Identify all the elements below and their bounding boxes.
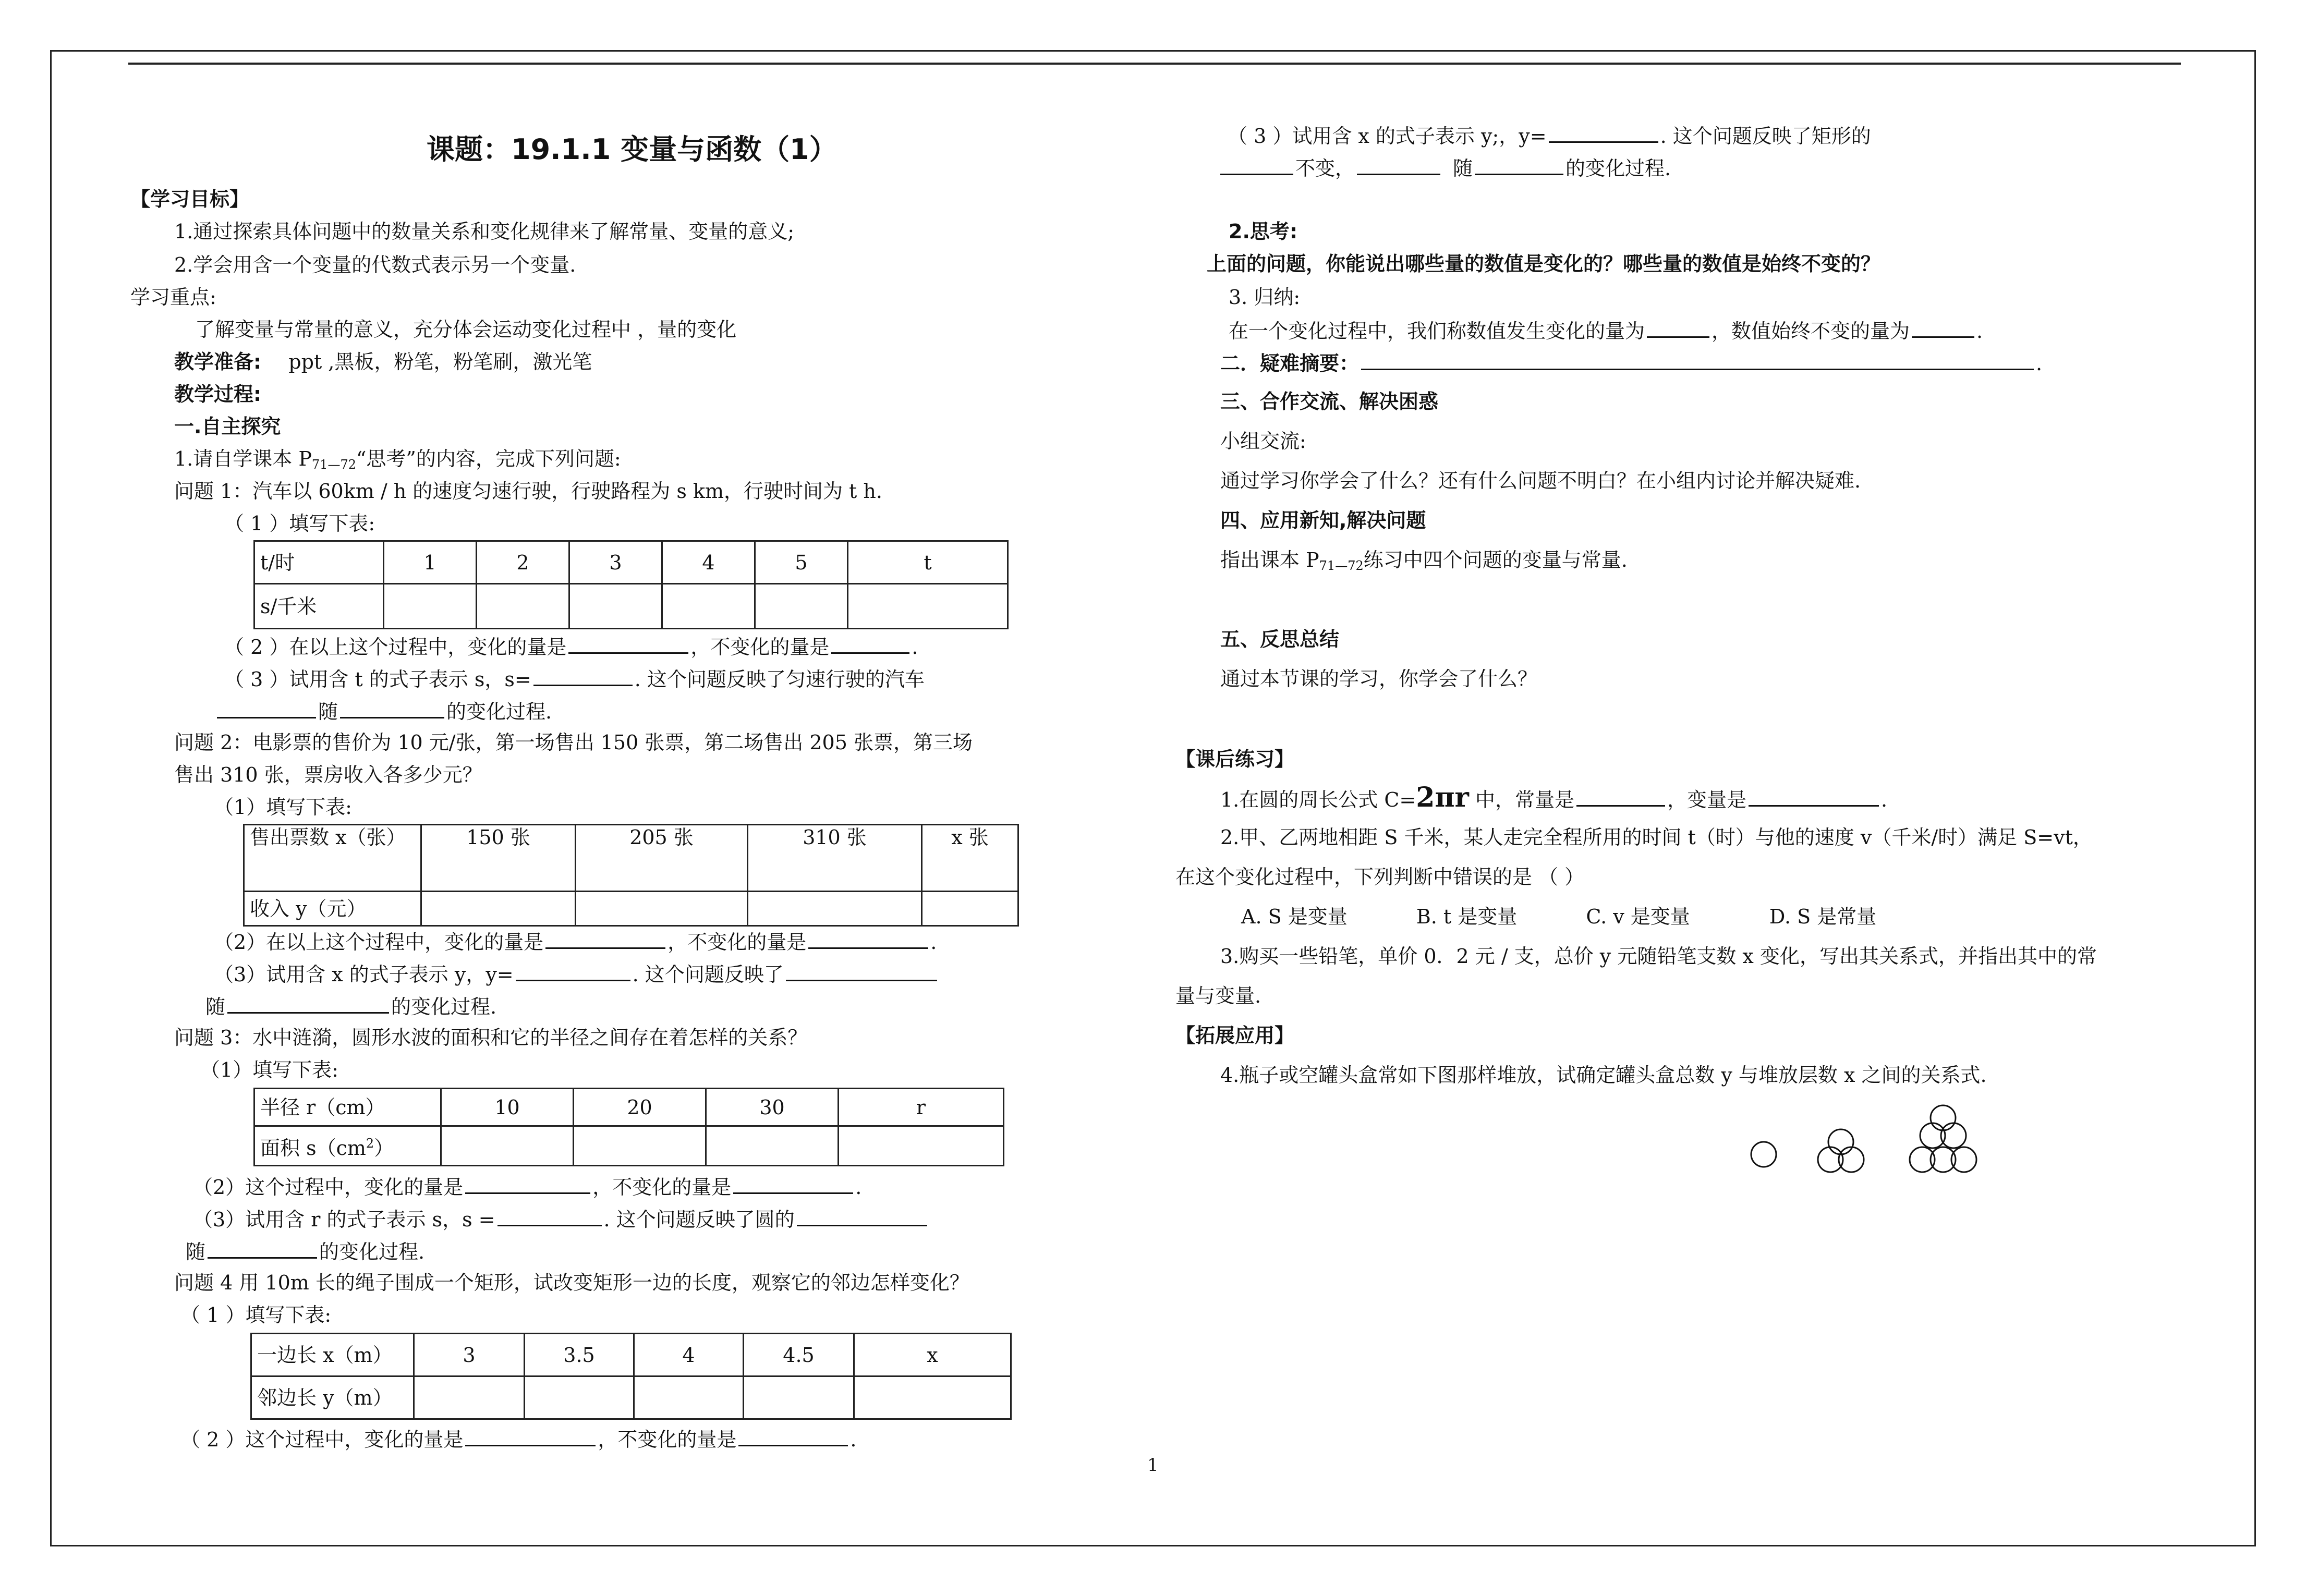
q3-text: 问题 3：水中涟漪，圆形水波的面积和它的半径之间存在着怎样的关系？ bbox=[174, 1026, 808, 1049]
table-cell: 4 bbox=[634, 1334, 744, 1376]
table-cell[interactable] bbox=[384, 584, 477, 629]
answer-blank[interactable] bbox=[797, 1205, 927, 1226]
answer-blank[interactable] bbox=[738, 1426, 848, 1446]
table-row bbox=[254, 541, 1008, 584]
table-cell: 3.5 bbox=[525, 1334, 634, 1376]
answer-blank[interactable] bbox=[1357, 154, 1440, 175]
q3-table bbox=[253, 1088, 1004, 1166]
q1-part3-cont bbox=[215, 698, 552, 724]
q2-p3c: 随 bbox=[205, 995, 226, 1018]
table-cell: 5 bbox=[755, 541, 848, 584]
hw1a: 1.在圆的周长公式 C= bbox=[1220, 788, 1416, 811]
q2-p3b: . 这个问题反映了 bbox=[632, 963, 784, 986]
q4-p3b: . 这个问题反映了矩形的 bbox=[1660, 125, 1871, 148]
reflect-text: 通过本节课的学习，你学会了什么？ bbox=[1220, 667, 1538, 690]
answer-blank[interactable] bbox=[533, 665, 633, 686]
q1-text: 问题 1：汽车以 60km / h 的速度匀速行驶，行驶路程为 s km，行驶时间为 t h. bbox=[174, 480, 882, 503]
table-cell[interactable] bbox=[922, 892, 1018, 926]
table-cell[interactable] bbox=[576, 892, 748, 926]
q4-p3e: 的变化过程. bbox=[1565, 157, 1671, 180]
focus-heading: 学习重点: bbox=[130, 286, 216, 309]
apply-b: 练习中四个问题的变量与常量. bbox=[1363, 549, 1628, 571]
read-text-b: “思考”的内容，完成下列问题: bbox=[356, 447, 621, 470]
q3-p2b: ，不变化的量是 bbox=[592, 1176, 732, 1199]
q1-p2b: ，不变化的量是 bbox=[690, 636, 830, 659]
q2-p3a: （3）试用含 x 的式子表示 y，y= bbox=[214, 963, 514, 986]
prep-label: 教学准备: bbox=[174, 350, 262, 373]
coop-heading: 三、合作交流、解决困惑 bbox=[1220, 390, 1439, 413]
answer-blank[interactable] bbox=[808, 928, 928, 949]
table-cell[interactable] bbox=[525, 1376, 634, 1419]
apply-heading: 四、应用新知,解决问题 bbox=[1220, 509, 1426, 532]
think-text: 上面的问题，你能说出哪些量的数值是变化的？哪些量的数值是始终不变的？ bbox=[1207, 252, 1881, 275]
area-label: 面积 s（cm bbox=[260, 1137, 366, 1160]
can-circle bbox=[1931, 1105, 1956, 1130]
table-cell: 10 bbox=[441, 1089, 574, 1126]
table-cell[interactable] bbox=[748, 892, 922, 926]
answer-blank[interactable] bbox=[1549, 122, 1658, 143]
answer-blank[interactable] bbox=[465, 1173, 590, 1194]
table-row bbox=[251, 1334, 1011, 1376]
q4-part3-cont bbox=[1218, 154, 1671, 181]
q4-p2a: （ 2 ）这个过程中，变化的量是 bbox=[180, 1428, 464, 1451]
table-cell: 4.5 bbox=[744, 1334, 854, 1376]
read-text-a: 1.请自学课本 P bbox=[174, 447, 312, 470]
q1-part3 bbox=[224, 665, 925, 692]
hw3-line1: 3.购买一些铅笔，单价 0．2 元 / 支，总价 y 元随铅笔支数 x 变化，写出其关系式，并指出其中的常 bbox=[1220, 945, 2097, 968]
table-cell[interactable] bbox=[421, 892, 576, 926]
q1-p3c: 随 bbox=[318, 700, 338, 723]
answer-blank[interactable] bbox=[568, 633, 688, 654]
answer-blank[interactable] bbox=[208, 1238, 317, 1259]
table-cell: x 张 bbox=[922, 825, 1018, 892]
q2-part3 bbox=[214, 960, 939, 987]
objective-2: 2.学会用含一个变量的代数式表示另一个变量. bbox=[174, 253, 576, 276]
table-cell: 4 bbox=[662, 541, 755, 584]
q4-p3a: （ 3 ）试用含 x 的式子表示 y;，y= bbox=[1228, 125, 1547, 148]
hw2-line1: 2.甲、乙两地相距 S 千米，某人走完全程所用的时间 t（时）与他的速度 v（千米/时）满足 S=vt， bbox=[1220, 826, 2093, 849]
can-circle bbox=[1751, 1142, 1776, 1167]
read-instruction bbox=[174, 446, 621, 477]
hw3-line2: 量与变量. bbox=[1175, 984, 1261, 1007]
q3-p3d: 的变化过程. bbox=[319, 1240, 425, 1263]
summary-b: ，数值始终不变的量为 bbox=[1712, 320, 1910, 343]
answer-blank[interactable] bbox=[831, 633, 909, 654]
q2-text-1: 问题 2：电影票的售价为 10 元/张，第一场售出 150 张票，第二场售出 205 张票，第三场 bbox=[174, 731, 973, 754]
q2-fill: （1）填写下表: bbox=[214, 796, 352, 819]
table-cell: r bbox=[839, 1089, 1004, 1126]
answer-blank[interactable] bbox=[1475, 154, 1563, 175]
table-cell: x bbox=[854, 1334, 1011, 1376]
table-cell: 售出票数 x（张） bbox=[244, 825, 421, 892]
hw2-options bbox=[1241, 904, 1876, 929]
table-cell: 3 bbox=[569, 541, 662, 584]
page-number: 1 bbox=[1147, 1455, 1159, 1476]
focus-text: 了解变量与常量的意义，充分体会运动变化过程中 ，量的变化 bbox=[195, 318, 737, 341]
table-cell: 半径 r（cm） bbox=[254, 1089, 441, 1126]
q1-part2: （ 2 ）在以上这个过程中，变化的量是 ，不变化的量是 . bbox=[224, 633, 918, 660]
objective-1: 1.通过探索具体问题中的数量关系和变化规律来了解常量、变量的意义; bbox=[174, 220, 795, 243]
q2-p2b: ，不变化的量是 bbox=[667, 931, 807, 954]
table-cell[interactable] bbox=[441, 1126, 574, 1166]
read-text-sub: 71—72 bbox=[311, 457, 356, 472]
summary-line: 在一个变化过程中，我们称数值发生变化的量为 ，数值始终不变的量为 . bbox=[1229, 317, 1983, 344]
answer-blank[interactable] bbox=[1361, 349, 2034, 370]
q3-fill: （1）填写下表: bbox=[200, 1058, 338, 1081]
table-cell: 1 bbox=[384, 541, 477, 584]
hw1: 1.在圆的周长公式 C=2πr 中，常量是 ，变量是 . bbox=[1220, 782, 1888, 813]
process-heading: 教学过程: bbox=[174, 383, 262, 406]
q3-p3a: （3）试用含 r 的式子表示 s，s = bbox=[193, 1208, 495, 1231]
q2-table bbox=[243, 824, 1019, 927]
q4-p2b: ，不变化的量是 bbox=[598, 1428, 737, 1451]
hw1c: ，变量是 bbox=[1667, 788, 1747, 811]
objectives-heading: 【学习目标】 bbox=[130, 188, 250, 211]
table-cell: 2 bbox=[477, 541, 569, 584]
answer-blank[interactable] bbox=[1576, 786, 1665, 807]
table-row bbox=[254, 1089, 1004, 1126]
q3-part2: （2）这个过程中，变化的量是 ，不变化的量是 . bbox=[193, 1173, 861, 1200]
table-cell[interactable] bbox=[634, 1376, 744, 1419]
table-cell[interactable] bbox=[706, 1126, 839, 1166]
q4-part2: （ 2 ）这个过程中，变化的量是 ，不变化的量是 . bbox=[180, 1426, 856, 1452]
table-cell: 3 bbox=[414, 1334, 525, 1376]
table-row bbox=[254, 1126, 1004, 1166]
area-sup: 2 bbox=[366, 1136, 374, 1151]
option-b: B. t 是变量 bbox=[1416, 905, 1518, 928]
answer-blank[interactable] bbox=[465, 1426, 596, 1446]
table-cell bbox=[254, 1126, 441, 1166]
answer-blank[interactable] bbox=[227, 993, 389, 1014]
table-row bbox=[254, 584, 1008, 629]
page-title: 课题：19.1.1 变量与函数（1） bbox=[427, 133, 838, 166]
q3-p3b: . 这个问题反映了圆的 bbox=[603, 1208, 795, 1231]
apply-text bbox=[1220, 547, 1628, 578]
answer-blank[interactable] bbox=[1647, 317, 1709, 338]
summary-a: 在一个变化过程中，我们称数值发生变化的量为 bbox=[1229, 320, 1645, 343]
q3-p3c: 随 bbox=[186, 1240, 206, 1263]
table-cell: 310 张 bbox=[748, 825, 922, 892]
answer-blank[interactable] bbox=[545, 928, 665, 949]
q4-p3c: 不变， bbox=[1295, 157, 1355, 180]
table-cell: 30 bbox=[706, 1089, 839, 1126]
top-rule bbox=[128, 63, 2181, 65]
q1-p3a: （ 3 ）试用含 t 的式子表示 s，s= bbox=[224, 668, 531, 691]
hw1-formula: 2πr bbox=[1416, 782, 1469, 813]
doubt-line: 二．疑难摘要： . bbox=[1220, 349, 2042, 376]
q3-p2a: （2）这个过程中，变化的量是 bbox=[193, 1176, 464, 1199]
table-cell: 205 张 bbox=[576, 825, 748, 892]
q2-p3d: 的变化过程. bbox=[391, 995, 497, 1018]
q2-p2a: （2）在以上这个过程中，变化的量是 bbox=[214, 931, 544, 954]
answer-blank[interactable] bbox=[217, 698, 316, 718]
answer-blank[interactable] bbox=[1749, 786, 1879, 807]
table-cell[interactable] bbox=[744, 1376, 854, 1419]
q1-table bbox=[253, 540, 1009, 629]
table-cell[interactable] bbox=[839, 1126, 1004, 1166]
group-text: 通过学习你学会了什么？还有什么问题不明白？在小组内讨论并解决疑难. bbox=[1220, 469, 1861, 492]
area-close: ） bbox=[374, 1137, 394, 1160]
table-cell: t bbox=[848, 541, 1008, 584]
stacked-cans-figure bbox=[1747, 1100, 1992, 1184]
apply-a: 指出课本 P bbox=[1220, 549, 1319, 571]
answer-blank[interactable] bbox=[733, 1173, 853, 1194]
table-cell: t/时 bbox=[254, 541, 384, 584]
q3-part3 bbox=[193, 1205, 929, 1232]
answer-blank[interactable] bbox=[1912, 317, 1974, 338]
think-heading: 2.思考: bbox=[1229, 220, 1298, 243]
option-a: A. S 是变量 bbox=[1241, 905, 1348, 928]
q2-text-2: 售出 310 张，票房收入各多少元？ bbox=[174, 763, 482, 786]
summary-label: 3. 归纳: bbox=[1229, 286, 1301, 309]
q1-p3b: . 这个问题反映了匀速行驶的汽车 bbox=[634, 668, 925, 691]
ext-heading: 【拓展应用】 bbox=[1175, 1024, 1295, 1047]
q3-part3-cont bbox=[186, 1238, 424, 1264]
table-cell: 一边长 x（m） bbox=[251, 1334, 414, 1376]
apply-sub: 71—72 bbox=[1319, 558, 1364, 573]
reflect-heading: 五、反思总结 bbox=[1220, 628, 1340, 651]
answer-blank[interactable] bbox=[516, 960, 630, 981]
answer-blank[interactable] bbox=[497, 1205, 602, 1226]
table-cell[interactable] bbox=[574, 1126, 706, 1166]
table-cell[interactable] bbox=[414, 1376, 525, 1419]
table-cell[interactable] bbox=[569, 584, 662, 629]
answer-blank[interactable] bbox=[1220, 154, 1293, 175]
hw1b: 中，常量是 bbox=[1475, 788, 1575, 811]
homework-heading: 【课后练习】 bbox=[1175, 748, 1295, 771]
table-row bbox=[251, 1376, 1011, 1419]
section1-heading: 一.自主探究 bbox=[174, 415, 281, 438]
hw2-line2: 在这个变化过程中，下列判断中错误的是 （ ） bbox=[1175, 866, 1585, 888]
q4-table bbox=[250, 1333, 1012, 1420]
option-c: C. v 是变量 bbox=[1586, 905, 1690, 928]
table-cell: 收入 y（元） bbox=[244, 892, 421, 926]
table-cell: 150 张 bbox=[421, 825, 576, 892]
q4-text: 问题 4 用 10m 长的绳子围成一个矩形，试改变矩形一边的长度，观察它的邻边怎样变化？ bbox=[174, 1271, 969, 1294]
group-label: 小组交流: bbox=[1220, 430, 1306, 453]
q2-part2: （2）在以上这个过程中，变化的量是 ，不变化的量是 . bbox=[214, 928, 937, 955]
answer-blank[interactable] bbox=[786, 960, 937, 981]
table-cell[interactable] bbox=[662, 584, 755, 629]
doubt-label: 二．疑难摘要： bbox=[1220, 352, 1360, 375]
table-cell[interactable] bbox=[848, 584, 1008, 629]
prep-line bbox=[174, 349, 592, 374]
q4-part3 bbox=[1228, 122, 1871, 149]
can-circle bbox=[1828, 1129, 1853, 1154]
q1-fill: （ 1 ）填写下表: bbox=[224, 512, 375, 535]
q1-p3d: 的变化过程. bbox=[446, 700, 552, 723]
table-cell: 20 bbox=[574, 1089, 706, 1126]
table-cell[interactable] bbox=[854, 1376, 1011, 1419]
answer-blank[interactable] bbox=[340, 698, 444, 718]
hw4-text: 4.瓶子或空罐头盒常如下图那样堆放，试确定罐头盒总数 y 与堆放层数 x 之间的关系式. bbox=[1220, 1064, 1987, 1087]
prep-text: ppt ,黑板，粉笔，粉笔刷，激光笔 bbox=[288, 350, 592, 373]
table-cell: s/千米 bbox=[254, 584, 384, 629]
q4-fill: （ 1 ）填写下表: bbox=[180, 1303, 332, 1326]
q2-part3-cont bbox=[205, 993, 496, 1019]
table-cell[interactable] bbox=[755, 584, 848, 629]
q1-p2a: （ 2 ）在以上这个过程中，变化的量是 bbox=[224, 636, 567, 659]
q4-p3d: 随 bbox=[1453, 157, 1473, 180]
table-cell[interactable] bbox=[477, 584, 569, 629]
table-row bbox=[244, 892, 1018, 926]
table-row bbox=[244, 825, 1018, 892]
option-d: D. S 是常量 bbox=[1769, 905, 1877, 928]
table-cell: 邻边长 y（m） bbox=[251, 1376, 414, 1419]
